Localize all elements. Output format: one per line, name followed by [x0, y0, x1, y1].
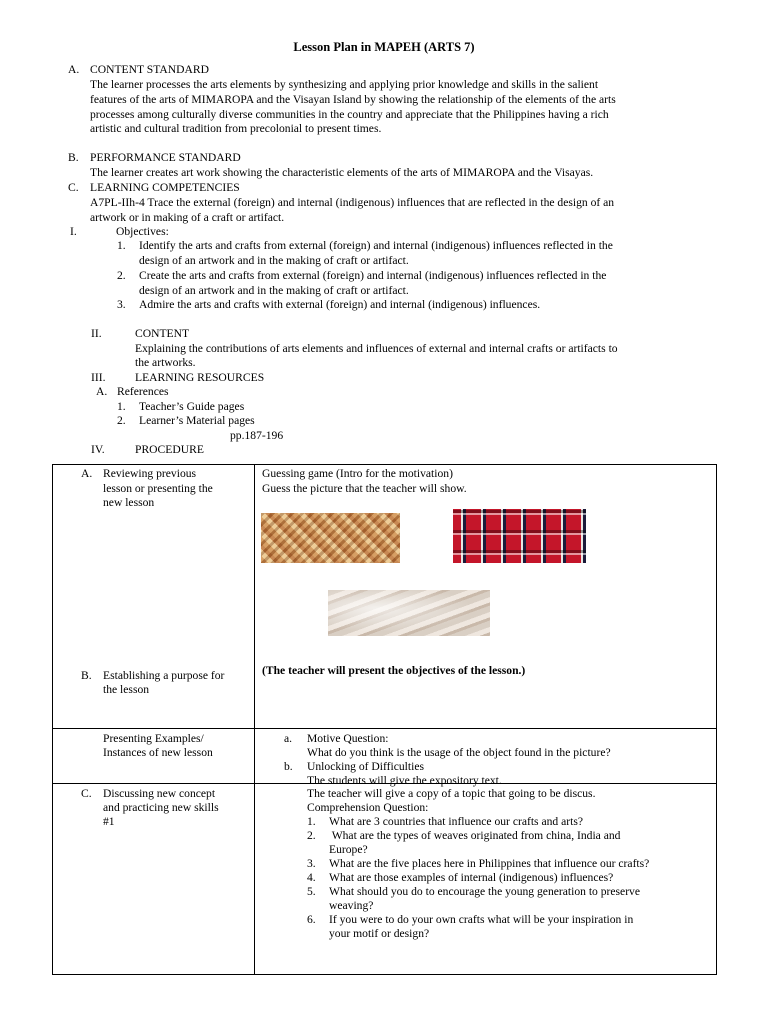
- page-title: Lesson Plan in MAPEH (ARTS 7): [293, 40, 475, 54]
- objective-2-num: 2.: [117, 269, 126, 282]
- woven-mat-image: [261, 513, 400, 563]
- procedure-title: PROCEDURE: [135, 443, 204, 456]
- section-c-title: LEARNING COMPETENCIES: [90, 181, 240, 194]
- row-a-label-3: new lesson: [103, 496, 155, 509]
- section-a-line-2: features of the arts of MIMAROPA and the Visayan Island by showing the relationship of the elements of the arts: [90, 93, 616, 106]
- references-title: References: [117, 385, 169, 398]
- section-a-line-1: The learner processes the arts elements by synthesizing and applying prior knowledge and skills in the salient: [90, 78, 599, 91]
- row-c-letter: C.: [81, 787, 92, 800]
- motive-text: What do you think is the usage of the object found in the picture?: [307, 746, 611, 759]
- objective-3-line-1: Admire the arts and crafts with external (foreign) and internal (indigenous) influences.: [139, 298, 541, 311]
- reference-2-text: Learner’s Material pages: [139, 414, 255, 427]
- row-a-label-1: Reviewing previous: [103, 467, 197, 480]
- row-a-b-content-cell: [255, 465, 717, 729]
- question-6-num: 6.: [307, 913, 316, 926]
- section-b-label: B.: [68, 151, 79, 164]
- purpose-text: (The teacher will present the objectives of the lesson.): [262, 664, 526, 677]
- objective-1-line-2: design of an artwork and in the making of craft or artifact.: [139, 254, 409, 267]
- section-b-title: PERFORMANCE STANDARD: [90, 151, 241, 164]
- row-presenting-content-cell: [255, 729, 717, 787]
- content-line-1: Explaining the contributions of arts elements and influences of external and internal crafts or artifacts to: [135, 342, 618, 355]
- reference-1-num: 1.: [117, 400, 126, 413]
- objective-1-line-1: Identify the arts and crafts from external (foreign) and internal (indigenous) influences reflected in the: [139, 239, 613, 252]
- reference-pages: pp.187-196: [230, 429, 284, 442]
- unlocking-title: Unlocking of Difficulties: [307, 760, 424, 773]
- question-2-line-1: What are the types of weaves originated from china, India and: [329, 829, 621, 842]
- row-b-label-2: the lesson: [103, 683, 150, 696]
- question-3-line-1: What are the five places here in Philippines that influence our crafts?: [329, 857, 650, 870]
- question-5-num: 5.: [307, 885, 316, 898]
- objective-2-line-1: Create the arts and crafts from external (foreign) and internal (indigenous) influences reflected in the: [139, 269, 607, 282]
- row-presenting-label-2: Instances of new lesson: [103, 746, 213, 759]
- section-c-line-2: artwork or in making of a craft or artifact.: [90, 211, 285, 224]
- motive-mark: a.: [284, 732, 293, 745]
- unlocking-text: The students will give the expository text.: [307, 774, 502, 787]
- resources-title: LEARNING RESOURCES: [135, 371, 265, 384]
- section-c-label: C.: [68, 181, 79, 194]
- question-5-line-2: weaving?: [329, 899, 374, 912]
- topic-copy-text: The teacher will give a copy of a topic that going to be discus.: [307, 787, 596, 800]
- resources-label: III.: [91, 371, 106, 384]
- section-a-title: CONTENT STANDARD: [90, 63, 209, 76]
- section-a-line-4: artistic and cultural tradition from precolonial to present times.: [90, 122, 382, 135]
- reference-1-text: Teacher’s Guide pages: [139, 400, 245, 413]
- row-c-label-3: #1: [103, 815, 115, 828]
- table-row: [53, 465, 717, 729]
- row-b-label-1: Establishing a purpose for: [103, 669, 225, 682]
- row-a-letter: A.: [81, 467, 93, 480]
- row-a-b-label-cell: [53, 465, 255, 729]
- section-a-line-3: processes among culturally diverse communities in the country and appreciate that the Philippines having a rich: [90, 108, 609, 121]
- question-1-line-1: What are 3 countries that influence our crafts and arts?: [329, 815, 583, 828]
- guessing-game-text: Guessing game (Intro for the motivation): [262, 467, 453, 480]
- table-row: [53, 729, 717, 784]
- question-2-num: 2.: [307, 829, 316, 842]
- content-line-2: the artworks.: [135, 356, 196, 369]
- question-2-line-2: Europe?: [329, 843, 368, 856]
- content-title: CONTENT: [135, 327, 190, 340]
- row-c-label-cell: [53, 784, 255, 975]
- question-3-num: 3.: [307, 857, 316, 870]
- objective-1-num: 1.: [117, 239, 126, 252]
- unlocking-mark: b.: [284, 760, 293, 773]
- row-c-label-2: and practicing new skills: [103, 801, 219, 814]
- objectives-title: Objectives:: [116, 225, 169, 238]
- plaid-textile-image: [453, 509, 586, 563]
- table-row: [53, 784, 717, 975]
- motive-title: Motive Question:: [307, 732, 389, 745]
- comprehension-title: Comprehension Question:: [307, 801, 429, 814]
- question-6-line-1: If you were to do your own crafts what will be your inspiration in: [329, 913, 634, 926]
- row-c-label-1: Discussing new concept: [103, 787, 216, 800]
- row-c-content-cell: [255, 784, 717, 975]
- pale-fabric-image: [328, 590, 490, 636]
- question-6-line-2: your motif or design?: [329, 927, 430, 940]
- row-b-letter: B.: [81, 669, 92, 682]
- row-presenting-label-cell: [53, 729, 255, 784]
- procedure-table: [52, 464, 717, 975]
- question-5-line-1: What should you do to encourage the young generation to preserve: [329, 885, 641, 898]
- row-a-label-2: lesson or presenting the: [103, 482, 213, 495]
- question-4-num: 4.: [307, 871, 316, 884]
- row-presenting-label-1: Presenting Examples/: [103, 732, 204, 745]
- section-b-text: The learner creates art work showing the characteristic elements of the arts of MIMAROPA and the Visayas.: [90, 166, 594, 179]
- question-4-line-1: What are those examples of internal (indigenous) influences?: [329, 871, 614, 884]
- objective-3-num: 3.: [117, 298, 126, 311]
- reference-2-num: 2.: [117, 414, 126, 427]
- content-label: II.: [91, 327, 102, 340]
- objectives-label: I.: [70, 225, 77, 238]
- question-1-num: 1.: [307, 815, 316, 828]
- procedure-label: IV.: [91, 443, 105, 456]
- objective-2-line-2: design of an artwork and in the making of craft or artifact.: [139, 284, 409, 297]
- guess-picture-text: Guess the picture that the teacher will show.: [262, 482, 467, 495]
- references-label: A.: [96, 385, 108, 398]
- section-a-label: A.: [68, 63, 80, 76]
- section-c-line-1: A7PL-IIh-4 Trace the external (foreign) and internal (indigenous) influences that are reflected in the design of an: [90, 196, 615, 209]
